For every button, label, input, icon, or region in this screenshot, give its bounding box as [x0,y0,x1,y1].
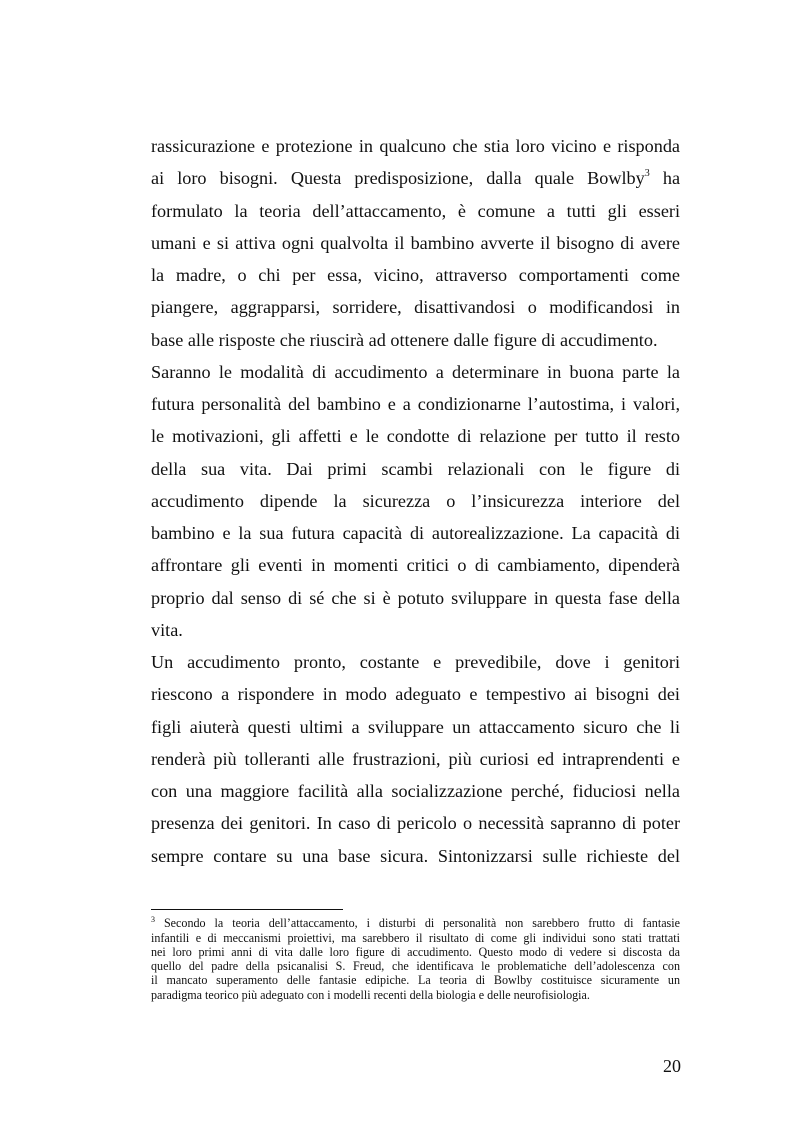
footnote-line-1 [151,917,680,929]
page-number: 20 [663,1056,681,1076]
body-line-11: della sua vita. Dai primi scambi relazionali con le figure di [151,459,680,479]
body-line-1: rassicurazione e protezione in qualcuno che stia loro vicino e risponda [151,136,680,156]
body-line-10: le motivazioni, gli affetti e le condotte di relazione per tutto il resto [151,426,680,446]
footnote-reference: 3 [644,168,650,179]
body-line-17: Un accudimento pronto, costante e prevedibile, dove i genitori [151,652,680,672]
footnote-line-5: il mancato superamento delle fantasie edipiche. La teoria di Bowlby costituisce sicuramente un [151,973,680,987]
body-line-2-tail: ha [662,168,681,188]
footnote-line-1-text: Secondo la teoria dell’attaccamento, i disturbi di personalità non sarebbero frutto di fantasie [163,916,680,930]
footnote-line-4: quello del padre della psicanalisi S. Freud, che identificava le problematiche dell’adolescenza con [151,959,680,973]
body-line-14: affrontare gli eventi in momenti critici o di cambiamento, dipenderà [151,555,680,575]
body-line-21: con una maggiore facilità alla socializzazione perché, fiduciosi nella [151,781,680,801]
body-line-5: la madre, o chi per essa, vicino, attraverso comportamenti come [151,265,680,285]
body-line-2-text: ai loro bisogni. Questa predisposizione, dalla quale Bowlby [151,168,645,188]
body-line-9: futura personalità del bambino e a condizionarne l’autostima, i valori, [151,394,680,414]
footnote-separator [151,909,343,910]
footnote-line-3: nei loro primi anni di vita dalle loro figure di accudimento. Questo modo di vedere si discosta da [151,945,680,959]
body-line-3: formulato la teoria dell’attaccamento, è comune a tutti gli esseri [151,201,680,221]
body-line-6: piangere, aggrapparsi, sorridere, disattivandosi o modificandosi in [151,297,680,317]
body-line-2 [151,169,680,187]
body-line-12: accudimento dipende la sicurezza o l’insicurezza interiore del [151,491,680,511]
body-line-13: bambino e la sua futura capacità di autorealizzazione. La capacità di [151,523,680,543]
footnote-line-2: infantili e di meccanismi proiettivi, ma sarebbero il risultato di come gli individui sono stati trattati [151,931,680,945]
body-line-7: base alle risposte che riuscirà ad ottenere dalle figure di accudimento. [151,330,658,350]
body-line-16: vita. [151,620,183,640]
footnote-line-6: paradigma teorico più adeguato con i modelli recenti della biologia e delle neurofisiologia. [151,988,590,1002]
body-line-20: renderà più tolleranti alle frustrazioni, più curiosi ed intraprendenti e [151,749,680,769]
body-line-22: presenza dei genitori. In caso di pericolo o necessità sapranno di poter [151,813,680,833]
body-line-19: figli aiuterà questi ultimi a sviluppare un attaccamento sicuro che li [151,717,680,737]
body-line-18: riescono a rispondere in modo adeguato e tempestivo ai bisogni dei [151,684,680,704]
footnote-number: 3 [151,915,155,924]
body-line-23: sempre contare su una base sicura. Sintonizzarsi sulle richieste del [151,846,680,866]
body-line-8: Saranno le modalità di accudimento a determinare in buona parte la [151,362,680,382]
body-line-4: umani e si attiva ogni qualvolta il bambino avverte il bisogno di avere [151,233,680,253]
body-line-15: proprio dal senso di sé che si è potuto sviluppare in questa fase della [151,588,680,608]
